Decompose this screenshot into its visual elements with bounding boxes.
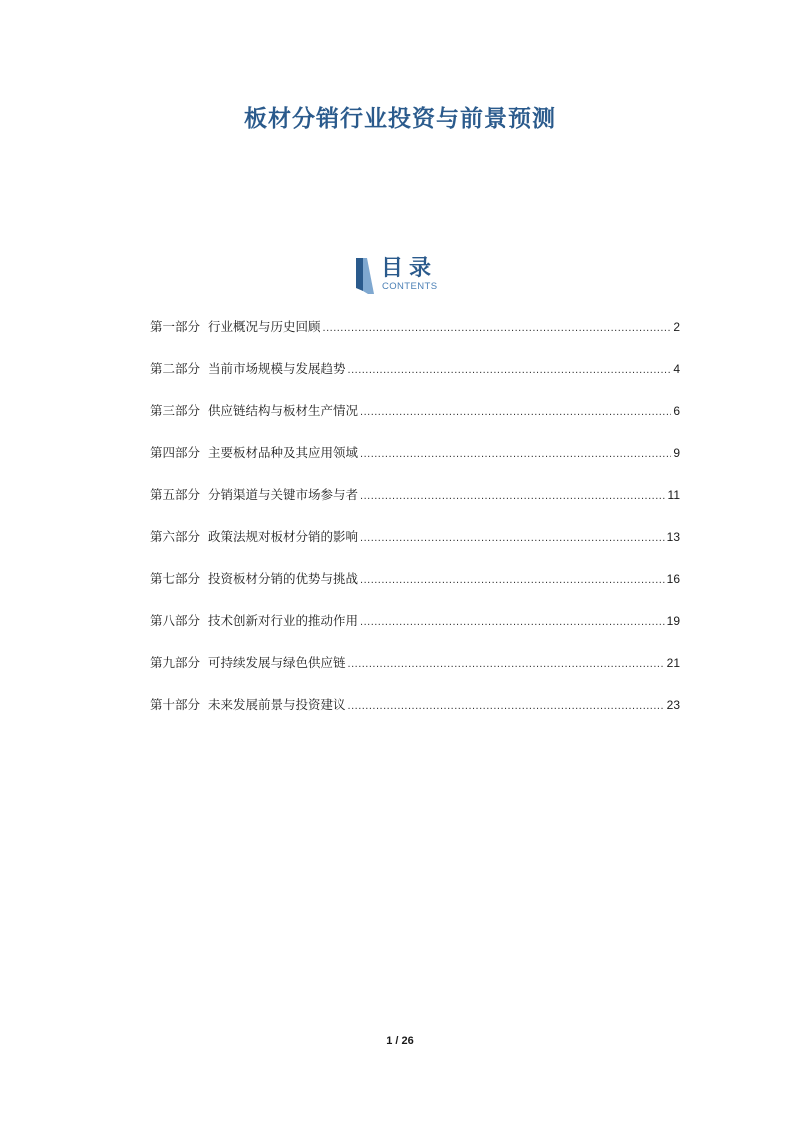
- toc-dot-leader: [348, 655, 665, 673]
- toc-entry[interactable]: [150, 612, 680, 654]
- toc-entry-title: 行业概况与历史回顾: [208, 319, 321, 334]
- toc-entry-part: 第六部分: [150, 529, 201, 544]
- toc-entry-title: 当前市场规模与发展趋势: [208, 361, 346, 376]
- toc-entry[interactable]: [150, 696, 680, 738]
- toc-entry-part: 第十部分: [150, 697, 201, 712]
- toc-heading-title: 目录: [381, 256, 438, 281]
- toc-heading: [354, 256, 474, 296]
- toc-dot-leader: [360, 487, 666, 505]
- toc-entry-title: 投资板材分销的优势与挑战: [208, 571, 359, 586]
- toc-dot-leader: [360, 571, 665, 589]
- toc-entry-part: 第四部分: [150, 445, 201, 460]
- toc-entry-title: 政策法规对板材分销的影响: [208, 529, 359, 544]
- book-mark-icon: [354, 258, 376, 294]
- toc-entry[interactable]: [150, 654, 680, 696]
- toc-heading-subtitle: CONTENTS: [382, 281, 438, 292]
- toc-entry[interactable]: [150, 360, 680, 402]
- toc-entry-title: 技术创新对行业的推动作用: [208, 613, 359, 628]
- toc-entry-page: 4: [673, 362, 680, 376]
- toc-entry-title: 分销渠道与关键市场参与者: [208, 487, 359, 502]
- toc-entry-page: 23: [666, 698, 680, 712]
- toc-entry-part: 第三部分: [150, 403, 201, 418]
- page-number: 1 / 26: [386, 1035, 414, 1047]
- toc-entry-page: 13: [666, 530, 680, 544]
- toc-entry-page: 16: [666, 572, 680, 586]
- toc-entry-part: 第一部分: [150, 319, 201, 334]
- toc-entry-page: 19: [666, 614, 680, 628]
- toc-entry-title: 供应链结构与板材生产情况: [208, 403, 359, 418]
- toc-dot-leader: [360, 613, 665, 631]
- toc-entry-page: 2: [673, 320, 680, 334]
- toc-entry-part: 第五部分: [150, 487, 201, 502]
- toc-entry-part: 第二部分: [150, 361, 201, 376]
- toc-entry[interactable]: [150, 486, 680, 528]
- toc-entry-title: 主要板材品种及其应用领域: [208, 445, 359, 460]
- toc-entry-page: 11: [667, 488, 680, 502]
- table-of-contents: [150, 318, 680, 738]
- toc-entry-title: 可持续发展与绿色供应链: [208, 655, 346, 670]
- toc-entry-page: 6: [673, 404, 680, 418]
- toc-dot-leader: [360, 529, 665, 547]
- toc-entry[interactable]: [150, 528, 680, 570]
- toc-dot-leader: [348, 697, 665, 715]
- toc-entry-title: 未来发展前景与投资建议: [208, 697, 346, 712]
- toc-entry-page: 9: [673, 446, 680, 460]
- toc-entry-part: 第八部分: [150, 613, 201, 628]
- toc-dot-leader: [360, 445, 671, 463]
- toc-dot-leader: [360, 403, 671, 421]
- toc-entry-part: 第七部分: [150, 571, 201, 586]
- toc-dot-leader: [348, 361, 672, 379]
- toc-entry[interactable]: [150, 402, 680, 444]
- toc-entry-page: 21: [666, 656, 680, 670]
- toc-dot-leader: [323, 319, 672, 337]
- toc-entry-part: 第九部分: [150, 655, 201, 670]
- toc-entry[interactable]: [150, 444, 680, 486]
- toc-entry[interactable]: [150, 570, 680, 612]
- document-title: 板材分销行业投资与前景预测: [244, 106, 556, 132]
- toc-entry[interactable]: [150, 318, 680, 360]
